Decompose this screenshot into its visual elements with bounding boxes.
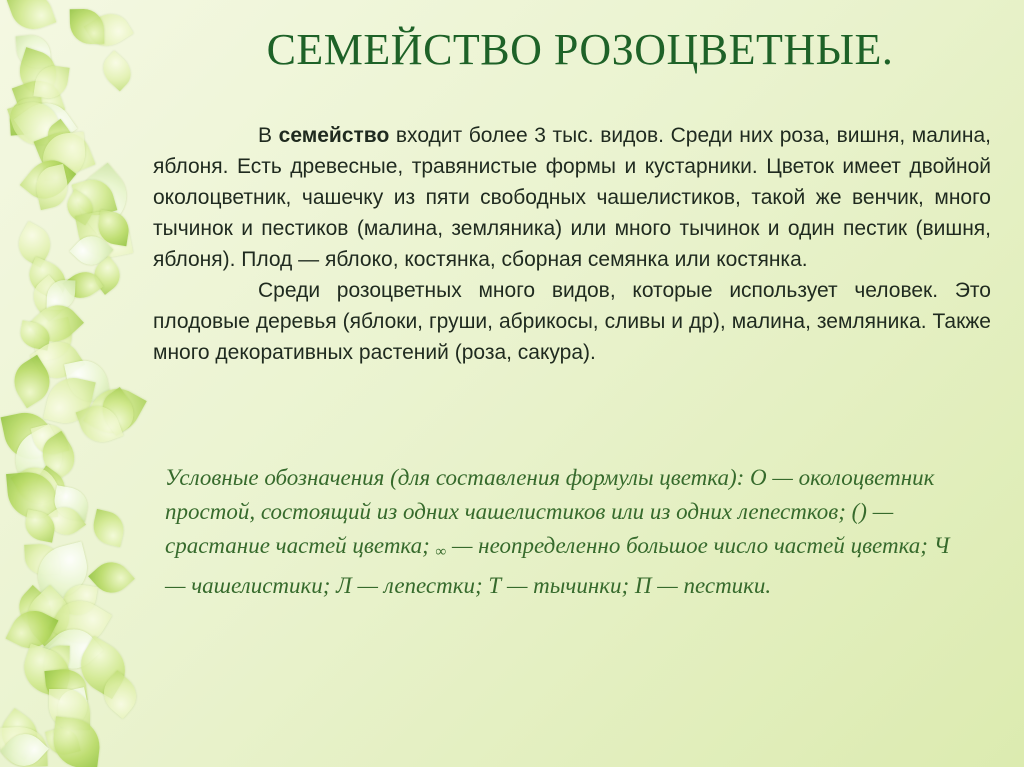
- legend-part-2: — неопределенно большое число частей цветка; Ч — чашелистики; Л — лепестки; Т — тычинки; П — пестики.: [165, 533, 950, 598]
- page-title: СЕМЕЙСТВО РОЗОЦВЕТНЫЕ.: [266, 25, 894, 74]
- leaf-shape: [96, 51, 137, 92]
- leaf-shape: [50, 716, 102, 767]
- main-text: [153, 120, 991, 368]
- leaf-decoration: [0, 0, 150, 767]
- leaf-shape: [70, 9, 105, 45]
- paragraph-1-prefix: В: [258, 124, 279, 147]
- paragraph-1-bold: семейство: [278, 124, 390, 147]
- leaf-shape: [90, 509, 127, 547]
- legend-text: [165, 461, 965, 603]
- paragraph-1-text: входит более 3 тыс. видов. Среди них роза, вишня, малина, яблоня. Есть древесные, травянистые формы и кустарники. Цветок имеет двойной околоцветник, чашечку из пяти свободных чашелистиков, такой же венчик, много тычинок и пестиков (малина, земляника) или много тычинок и один пестик (вишня, яблоня). Плод — яблоко, костянка, сборная семянка или костянка.: [153, 124, 992, 271]
- infinity-symbol: ∞: [435, 544, 447, 560]
- paragraph-1: [153, 120, 991, 275]
- paragraph-2: Среди розоцветных много видов, которые использует человек. Это плодовые деревья (яблоки, груши, абрикосы, сливы и др), малина, земляника. Также много декоративных растений (роза, сакура).: [153, 279, 991, 364]
- leaf-shape: [7, 0, 57, 36]
- legend-part-1: Условные обозначения (для составления формулы цветка): О — околоцветник простой, состоящий из одних чашелистиков или из одних лепестков; () — срастание частей цветка;: [165, 465, 935, 558]
